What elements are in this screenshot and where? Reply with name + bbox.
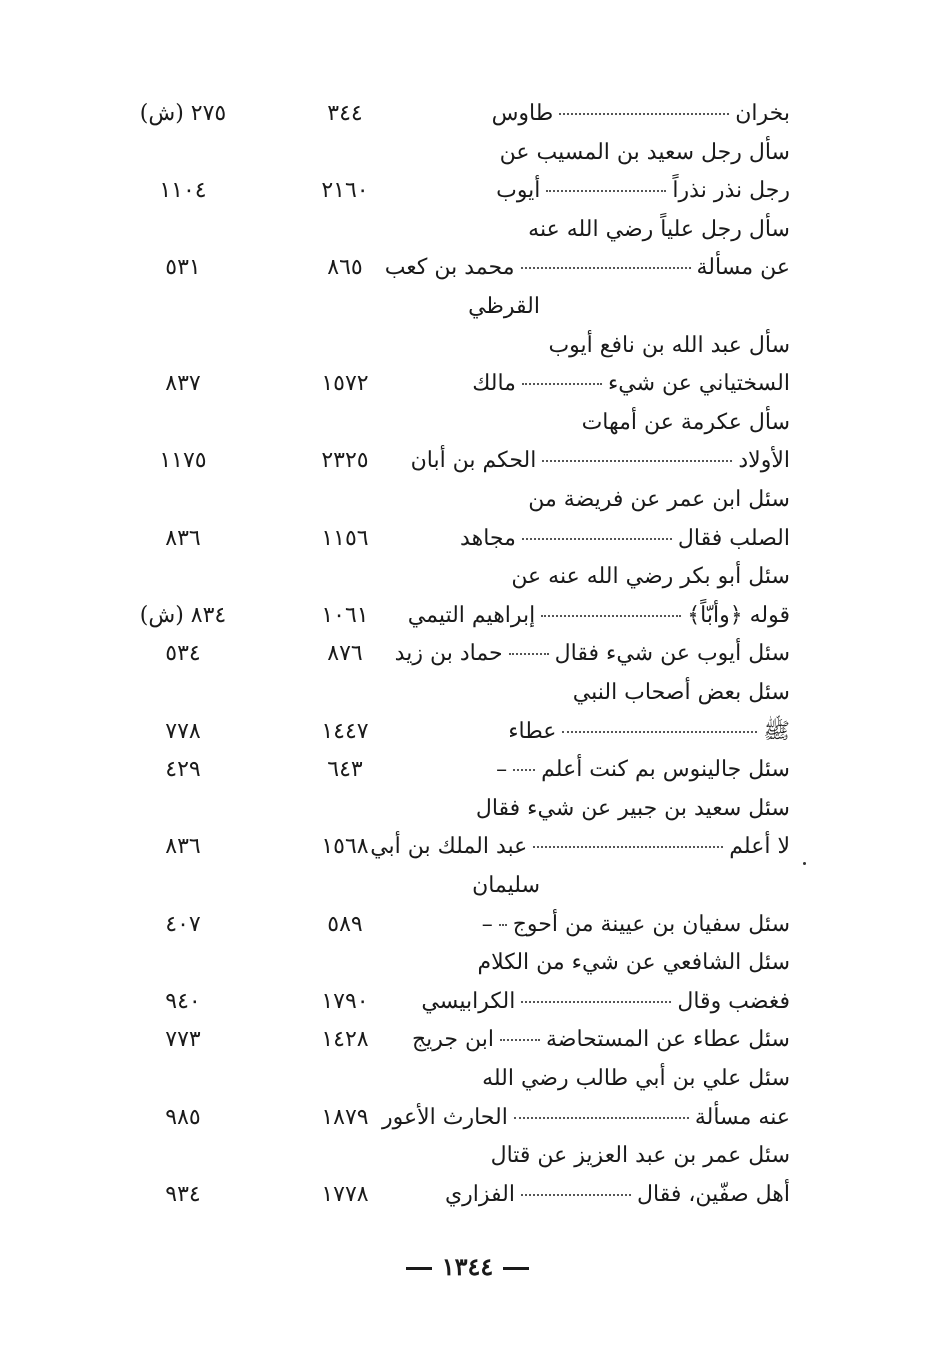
entry-narrator: ابن جريج (411, 1027, 494, 1053)
entry-text-line (395, 636, 790, 672)
entry-page-number: ٨٣٤ (ش) (139, 602, 227, 628)
entry-narrator: مجاهد (460, 525, 516, 551)
entry-text-line (385, 250, 790, 286)
entry-headword: الصلب فقال (677, 525, 790, 551)
entry-headword: الأولاد (738, 448, 790, 474)
index-entry (0, 675, 935, 711)
entry-headword: قوله ﴿وأبّاً﴾ (687, 602, 790, 628)
entry-text-line (496, 173, 790, 209)
entry-reference-number: ١١٥٦ (321, 525, 369, 551)
entry-page-number: ٥٣١ (165, 255, 201, 281)
entry-text-line (472, 366, 790, 402)
index-entry (0, 1022, 935, 1058)
entry-reference-number: ١٨٧٩ (321, 1104, 369, 1130)
entry-reference-number: ٨٧٦ (327, 641, 363, 667)
index-entry (0, 521, 935, 557)
index-entry (0, 559, 935, 595)
entry-headword: سئل عمر بن عبد العزيز عن قتال (490, 1143, 790, 1169)
entry-page-number: ٤٢٩ (165, 757, 201, 783)
entry-narrator: الحكم بن أبان (410, 448, 537, 474)
entry-page-number: ٢٧٥ (ش) (139, 101, 227, 126)
entry-reference-number: ١٥٦٨ (321, 834, 369, 860)
entry-text-line (421, 984, 790, 1020)
entry-headword: سئل عطاء عن المستحاضة (546, 1027, 790, 1053)
entry-headword: سئل سفيان بن عيينة من أحوج (512, 911, 790, 937)
entry-reference-number: ١٤٢٨ (321, 1027, 369, 1053)
dot-leader (562, 731, 757, 733)
entry-reference-number: ٢٣٢٥ (321, 448, 369, 474)
index-entry (0, 829, 935, 865)
index-entry (0, 135, 935, 171)
entry-headword: سئل علي بن أبي طالب رضي الله (482, 1066, 790, 1091)
entry-headword: سأل عكرمة عن أمهات (581, 409, 790, 435)
index-entry (0, 289, 935, 325)
entry-headword: ﷺ (763, 718, 790, 744)
dot-leader (509, 653, 549, 655)
entry-headword: سئل الشافعي عن شيء من الكلام (477, 950, 790, 976)
entry-page-number: ٩٤٠ (165, 988, 201, 1014)
entry-headword: السختياني عن شيء (607, 371, 790, 397)
entry-headword: سئل أيوب عن شيء فقال (554, 641, 790, 667)
entry-page-number: ٨٣٦ (165, 834, 201, 860)
entry-headword: سأل عبد الله بن نافع أيوب (548, 332, 790, 358)
footer-dash-left (406, 1267, 432, 1270)
entry-page-number: ٨٣٧ (165, 371, 201, 397)
entry-text-line (573, 675, 790, 711)
entry-page-number: ٧٧٣ (165, 1027, 201, 1053)
entry-text-line (508, 714, 790, 750)
dot-leader (514, 1117, 689, 1119)
entry-narrator: القرظي (468, 294, 540, 319)
entry-text-line (382, 1100, 790, 1136)
dot-leader (521, 1194, 631, 1196)
index-entry (0, 443, 935, 479)
entry-headword: أهل صفّين، فقال (637, 1181, 790, 1207)
index-entry (0, 714, 935, 750)
entry-text-line (370, 829, 790, 865)
entry-headword: سئل ابن عمر عن فريضة من (528, 487, 790, 512)
index-entry (0, 96, 935, 132)
index-entry (0, 405, 935, 441)
entry-reference-number: ١٠٦١ (321, 602, 369, 628)
entry-page-number: ١١٠٤ (159, 178, 207, 204)
entry-narrator: إبراهيم التيمي (407, 602, 536, 628)
entry-page-number: ١١٧٥ (159, 448, 207, 474)
index-entry (0, 482, 935, 518)
entry-page-number: ٥٣٤ (165, 641, 201, 667)
print-speck (803, 862, 806, 865)
entry-reference-number: ١٧٧٨ (321, 1181, 369, 1207)
entry-narrator: الحارث الأعور (382, 1104, 508, 1130)
entry-narrator: مالك (472, 371, 516, 397)
entry-text-line (472, 868, 790, 904)
index-entry (0, 328, 935, 364)
entry-text-line (477, 945, 790, 981)
dot-leader (522, 383, 602, 385)
index-entry (0, 868, 935, 904)
entry-headword: سئل أبو بكر رضي الله عنه عن (511, 564, 790, 590)
entry-text-line (511, 559, 790, 595)
dot-leader (541, 615, 681, 617)
entry-headword: عنه مسألة (694, 1104, 790, 1130)
entry-reference-number: ١٤٤٧ (321, 718, 369, 744)
entry-page-number: ٨٣٦ (165, 525, 201, 551)
entry-reference-number: ١٧٩٠ (321, 988, 369, 1014)
dot-leader (521, 1001, 671, 1003)
entry-reference-number: ٦٤٣ (327, 757, 363, 783)
entry-text-line (482, 907, 790, 943)
entry-page-number: ٩٨٥ (165, 1104, 201, 1130)
page-number: ١٣٤٤ (441, 1252, 494, 1281)
index-entry (0, 907, 935, 943)
index-entry (0, 1177, 935, 1213)
entry-narrator: الكرابيسي (421, 988, 516, 1014)
index-entry (0, 366, 935, 402)
dot-leader (522, 538, 672, 540)
index-entry (0, 752, 935, 788)
index-entry (0, 1138, 935, 1174)
dot-leader (559, 113, 729, 115)
footer-dash-right (503, 1267, 529, 1270)
index-entry (0, 636, 935, 672)
entry-text-line (492, 96, 790, 132)
entry-headword: بخران (735, 101, 790, 126)
entry-text-line (412, 1022, 790, 1058)
dot-leader (533, 846, 723, 848)
dot-leader (513, 769, 535, 771)
entry-text-line (476, 791, 790, 827)
entry-reference-number: ٥٨٩ (327, 911, 363, 937)
entry-text-line (460, 521, 790, 557)
entry-narrator: الفزاري (444, 1181, 515, 1207)
entry-text-line (582, 405, 790, 441)
entry-text-line (496, 752, 790, 788)
page-footer (0, 1252, 935, 1281)
entry-narrator: – (496, 757, 508, 783)
entry-headword: سأل رجل سعيد بن المسيب عن (499, 139, 790, 165)
index-entry (0, 598, 935, 634)
entry-narrator: محمد بن كعب (384, 255, 515, 281)
index-entry (0, 984, 935, 1020)
entry-text-line (468, 289, 790, 325)
index-entry (0, 212, 935, 248)
entry-headword: سئل بعض أصحاب النبي (572, 680, 790, 705)
index-entry (0, 791, 935, 827)
entry-headword: سئل جالينوس بم كنت أعلم (541, 757, 790, 783)
index-entry (0, 1061, 935, 1097)
entry-headword: رجل نذر نذراً (672, 178, 790, 204)
entry-narrator: حماد بن زيد (394, 641, 503, 667)
entry-narrator: طاوس (491, 101, 554, 126)
entry-reference-number: ٢١٦٠ (321, 178, 369, 204)
entry-text-line (408, 598, 790, 634)
entry-narrator: – (481, 911, 493, 937)
entry-text-line (528, 212, 790, 248)
entry-reference-number: ٨٦٥ (327, 255, 363, 281)
entry-text-line (445, 1177, 790, 1213)
entry-text-line (491, 1138, 790, 1174)
dot-leader (542, 460, 732, 462)
entry-reference-number: ٣٤٤ (327, 101, 363, 126)
entry-text-line (500, 135, 790, 171)
entry-narrator: أيوب (496, 178, 541, 204)
entry-page-number: ٩٣٤ (165, 1181, 201, 1207)
entry-reference-number: ١٥٧٢ (321, 371, 369, 397)
entry-page-number: ٧٧٨ (165, 718, 201, 744)
entry-headword: سئل سعيد بن جبير عن شيء فقال (475, 795, 790, 821)
index-entry (0, 173, 935, 209)
entry-narrator: عطاء (508, 718, 557, 744)
entry-headword: لا أعلم (729, 834, 790, 860)
index-entry (0, 250, 935, 286)
index-entry (0, 945, 935, 981)
entry-narrator: عبد الملك بن أبي (370, 834, 528, 860)
entry-headword: فغضب وقال (677, 988, 790, 1014)
entry-page-number: ٤٠٧ (165, 911, 201, 937)
entry-narrator: سليمان (472, 873, 540, 898)
dot-leader (500, 1039, 540, 1041)
dot-leader (546, 190, 666, 192)
dot-leader (521, 267, 691, 269)
dot-leader (499, 924, 507, 926)
entry-text-line (411, 443, 790, 479)
entry-headword: عن مسألة (696, 255, 790, 281)
entry-text-line (482, 1061, 790, 1097)
entry-text-line (528, 482, 790, 518)
entry-headword: سأل رجل علياً رضي الله عنه (528, 216, 790, 242)
index-entry (0, 1100, 935, 1136)
entry-text-line (548, 328, 790, 364)
